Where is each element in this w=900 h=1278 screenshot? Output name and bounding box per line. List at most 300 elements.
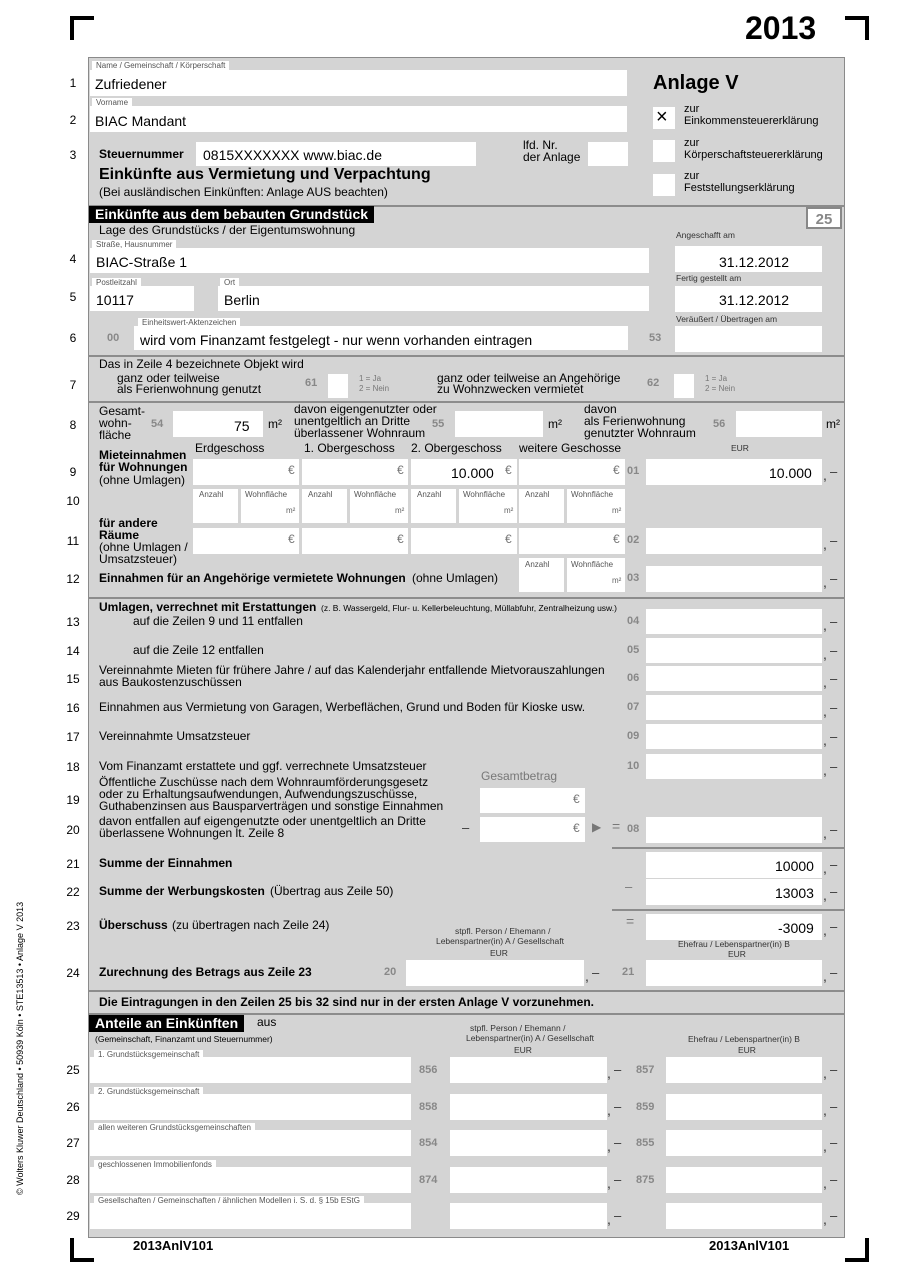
comma: , bbox=[823, 1102, 827, 1118]
comma: , bbox=[823, 968, 827, 984]
comma: , bbox=[823, 1138, 827, 1154]
ja-label-2: 1 = Ja bbox=[705, 374, 728, 383]
dash: – bbox=[830, 729, 838, 744]
line7-ferien-2: als Ferienwohnung genutzt bbox=[117, 382, 262, 396]
line20-text-2: überlassene Wohnungen lt. Zeile 8 bbox=[99, 826, 285, 840]
andere-eg-field[interactable] bbox=[193, 528, 299, 554]
corner-mark-top-right bbox=[845, 16, 869, 40]
gesamtbetrag-field[interactable] bbox=[480, 788, 585, 813]
line-number: 4 bbox=[69, 252, 77, 266]
row-text-2: aus Baukostenzuschüssen bbox=[99, 675, 242, 689]
line-number: 11 bbox=[66, 534, 80, 548]
line-number: 12 bbox=[66, 572, 80, 586]
footer-code-right: 2013AnlV101 bbox=[709, 1238, 790, 1253]
anteile-b-field[interactable] bbox=[666, 1167, 822, 1193]
dash: – bbox=[830, 884, 838, 899]
line-number: 6 bbox=[69, 331, 77, 345]
wohnflaeche-label: Wohnfläche bbox=[571, 490, 614, 499]
wohnflaeche-label: Wohnfläche bbox=[463, 490, 506, 499]
line-number: 17 bbox=[66, 730, 80, 744]
line-number: 27 bbox=[66, 1136, 80, 1150]
checkbox-mark: × bbox=[656, 106, 668, 128]
dash: – bbox=[830, 919, 838, 934]
lage-label: Lage des Grundstücks / der Eigentumswohnung bbox=[99, 223, 356, 237]
line20-code: 08 bbox=[627, 823, 640, 835]
person-b-eur: EUR bbox=[728, 949, 746, 959]
andere-label-3: (ohne Umlagen / bbox=[99, 540, 188, 554]
comma: , bbox=[823, 467, 827, 483]
checkbox-feststellung[interactable] bbox=[653, 174, 675, 196]
dash: – bbox=[830, 965, 838, 980]
dash: – bbox=[830, 643, 838, 658]
anteile-b-field[interactable] bbox=[666, 1057, 822, 1083]
footer-code-left: 2013AnlV101 bbox=[133, 1238, 214, 1253]
anteile-code-b: 857 bbox=[636, 1064, 655, 1076]
row-code: 07 bbox=[627, 701, 640, 713]
gesamt-label-3: fläche bbox=[99, 428, 132, 442]
line-number: 22 bbox=[66, 885, 80, 899]
person-a-header-2: Lebenspartner(in) A / Gesellschaft bbox=[435, 936, 565, 946]
andere-og2-field[interactable] bbox=[411, 528, 517, 554]
row-text: Vom Finanzamt erstattete und ggf. verrechnete Umsatzsteuer bbox=[99, 759, 427, 773]
line7-intro: Das in Zeile 4 bezeichnete Objekt wird bbox=[99, 357, 304, 371]
checkbox-label-2b: Körperschaftsteuererklärung bbox=[684, 149, 823, 161]
line-number: 14 bbox=[66, 644, 80, 658]
eigen-field[interactable] bbox=[455, 411, 543, 437]
m2-unit: m² bbox=[286, 506, 296, 515]
row-text: Vereinnahmte Umsatzsteuer bbox=[99, 729, 251, 743]
col-header-weitere: weitere Geschosse bbox=[519, 441, 622, 455]
comma: , bbox=[823, 617, 827, 633]
euro-sign: € bbox=[505, 532, 512, 546]
einheitswert-value: wird vom Finanzamt festgelegt - nur wenn vorhanden eintragen bbox=[140, 332, 533, 348]
comma: , bbox=[823, 646, 827, 662]
comma: , bbox=[823, 887, 827, 903]
summe-einnahmen-label: Summe der Einnahmen bbox=[99, 856, 233, 870]
anteile-a-field[interactable] bbox=[450, 1203, 607, 1229]
dash: – bbox=[830, 1172, 838, 1187]
row-amount-field[interactable] bbox=[646, 695, 822, 720]
person-a-eur: EUR bbox=[490, 948, 508, 958]
anteile-person-a-2: Lebenspartner(in) A / Gesellschaft bbox=[465, 1033, 595, 1043]
gesamt-unit: m² bbox=[268, 417, 282, 431]
row-code: 10 bbox=[627, 760, 640, 772]
angehoerige-label: Einnahmen für an Angehörige vermietete Wohnungen bbox=[99, 571, 406, 585]
ferien-wf-field[interactable] bbox=[736, 411, 822, 437]
zurechnung-code-a: 20 bbox=[384, 966, 397, 978]
angehoerige-einn-code: 03 bbox=[627, 572, 640, 584]
ferien-wf-label-1: davon bbox=[584, 402, 617, 416]
line-number: 20 bbox=[66, 823, 80, 837]
note-25-32: Die Eintragungen in den Zeilen 25 bis 32 sind nur in der ersten Anlage V vorzunehmen. bbox=[99, 995, 594, 1009]
equals-sign: = bbox=[626, 913, 635, 929]
dash: – bbox=[614, 1135, 622, 1150]
name-label: Name / Gemeinschaft / Körperschaft bbox=[92, 61, 229, 71]
dash: – bbox=[830, 700, 838, 715]
anzahl-label: Anzahl bbox=[525, 560, 550, 569]
anteile-person-b-eur: EUR bbox=[738, 1045, 756, 1055]
miet-og1-field[interactable] bbox=[302, 459, 408, 485]
anteile-a-field[interactable] bbox=[450, 1057, 607, 1083]
comma: , bbox=[823, 1175, 827, 1191]
line-number: 5 bbox=[69, 290, 77, 304]
divider bbox=[88, 990, 845, 992]
line-number: 26 bbox=[66, 1100, 80, 1114]
lfd-nr-label-2: der Anlage bbox=[523, 150, 581, 164]
ort-value: Berlin bbox=[224, 292, 260, 308]
anteile-source-label: geschlossenen Immobilienfonds bbox=[94, 1160, 216, 1170]
line-number: 10 bbox=[66, 494, 80, 508]
eigen-label-2: unentgeltlich an Dritte bbox=[294, 414, 411, 428]
line-number: 16 bbox=[66, 701, 80, 715]
eigen-code: 55 bbox=[432, 418, 445, 430]
checkbox-label-3: zur bbox=[684, 170, 700, 182]
miet-eg-field[interactable] bbox=[193, 459, 299, 485]
form-year: 2013 bbox=[745, 10, 817, 46]
dash: – bbox=[830, 857, 838, 872]
equals-sign: = bbox=[612, 818, 621, 834]
row-code: 04 bbox=[627, 615, 640, 627]
line-number: 19 bbox=[66, 793, 80, 807]
comma: , bbox=[823, 1211, 827, 1227]
anteile-sub: (Gemeinschaft, Finanzamt und Steuernummer) bbox=[95, 1034, 273, 1044]
euro-sign: € bbox=[397, 463, 404, 477]
andere-code: 02 bbox=[627, 534, 640, 546]
corner-mark-bottom-right bbox=[845, 1238, 869, 1262]
andere-og1-field[interactable] bbox=[302, 528, 408, 554]
row-amount-field[interactable] bbox=[646, 666, 822, 691]
nein-label-2: 2 = Nein bbox=[705, 384, 736, 393]
comma: , bbox=[823, 922, 827, 938]
anteile-source-field[interactable] bbox=[90, 1130, 411, 1156]
dash: – bbox=[614, 1062, 622, 1077]
comma: , bbox=[823, 825, 827, 841]
nein-label: 2 = Nein bbox=[359, 384, 390, 393]
angehoerige-total-field[interactable] bbox=[646, 566, 822, 592]
row-amount-field[interactable] bbox=[646, 609, 822, 634]
ort-label: Ort bbox=[220, 278, 239, 288]
fertig-label: Fertig gestellt am bbox=[676, 273, 742, 283]
row-code: 05 bbox=[627, 644, 640, 656]
steuernummer-value: 0815XXXXXXX www.biac.de bbox=[203, 147, 382, 163]
strasse-label: Straße, Hausnummer bbox=[92, 240, 176, 250]
anteile-source-label: Gesellschaften / Gemeinschaften / ähnlichen Modellen i. S. d. § 15b EStG bbox=[94, 1196, 364, 1206]
anteile-source-label: 2. Grundstücksgemeinschaft bbox=[94, 1087, 203, 1097]
anteile-code-a: 874 bbox=[419, 1174, 438, 1186]
comma: , bbox=[823, 536, 827, 552]
line7-angehoerige-1: ganz oder teilweise an Angehörige bbox=[437, 371, 621, 385]
minus-sign: – bbox=[625, 879, 633, 894]
vorname-value: BIAC Mandant bbox=[95, 113, 187, 129]
miet-og2-value: 10.000 bbox=[451, 465, 494, 481]
checkbox-label-2: zur bbox=[684, 137, 700, 149]
row-amount-field[interactable] bbox=[646, 724, 822, 749]
dash: – bbox=[830, 822, 838, 837]
miet-label-2: für Wohnungen bbox=[99, 460, 188, 474]
anteile-a-field[interactable] bbox=[450, 1094, 607, 1120]
euro-sign: € bbox=[288, 532, 295, 546]
corner-mark-top-left bbox=[70, 16, 94, 40]
gesamt-code: 54 bbox=[151, 418, 164, 430]
row-amount-field[interactable] bbox=[646, 754, 822, 779]
euro-sign: € bbox=[397, 532, 404, 546]
eigen-unit: m² bbox=[548, 417, 562, 431]
row-text: auf die Zeile 12 entfallen bbox=[133, 643, 264, 657]
anteile-person-a-eur: EUR bbox=[514, 1045, 532, 1055]
line19-text-2: oder zu Erhaltungsaufwendungen, Aufwendungszuschüsse, bbox=[99, 787, 418, 801]
dash: – bbox=[830, 759, 838, 774]
person-a-header-1: stpfl. Person / Ehemann / bbox=[455, 926, 551, 936]
m2-unit: m² bbox=[395, 506, 405, 515]
ferien-wf-unit: m² bbox=[826, 417, 840, 431]
comma: , bbox=[823, 703, 827, 719]
wohnflaeche-label: Wohnfläche bbox=[571, 560, 614, 569]
m2-unit: m² bbox=[612, 576, 622, 585]
checkbox-label-1: zur bbox=[684, 103, 700, 115]
anteile-code-b: 875 bbox=[636, 1174, 655, 1186]
line-number: 23 bbox=[66, 919, 80, 933]
anteile-a-field[interactable] bbox=[450, 1130, 607, 1156]
checkbox-label-3b: Feststellungserklärung bbox=[684, 182, 795, 194]
comma: , bbox=[585, 968, 589, 984]
anteile-code-a: 858 bbox=[419, 1101, 438, 1113]
anteile-heading-suffix: aus bbox=[257, 1015, 277, 1029]
row-code: 09 bbox=[627, 730, 640, 742]
comma: , bbox=[823, 574, 827, 590]
veraeussert-field[interactable] bbox=[675, 326, 822, 352]
comma: , bbox=[607, 1065, 611, 1081]
summe-werbung-label: Summe der Werbungskosten bbox=[99, 884, 265, 898]
anteile-source-label: 1. Grundstücksgemeinschaft bbox=[94, 1050, 203, 1060]
anteile-code-a: 854 bbox=[419, 1137, 438, 1149]
anteile-b-field[interactable] bbox=[666, 1130, 822, 1156]
euro-sign: € bbox=[505, 463, 512, 477]
zurechnung-label: Zurechnung des Betrags aus Zeile 23 bbox=[99, 965, 312, 979]
dash: – bbox=[830, 1099, 838, 1114]
ueberschuss-value: -3009 bbox=[778, 920, 814, 936]
line-number: 7 bbox=[69, 378, 77, 392]
plz-value: 10117 bbox=[96, 292, 134, 308]
comma: , bbox=[823, 860, 827, 876]
veraeussert-code: 53 bbox=[649, 332, 662, 344]
anteile-b-field[interactable] bbox=[666, 1203, 822, 1229]
anteile-person-b: Ehefrau / Lebenspartner(in) B bbox=[688, 1034, 800, 1044]
arrow-right-icon: ▶ bbox=[592, 820, 602, 834]
sum-divider bbox=[612, 847, 845, 849]
anteile-source-field[interactable] bbox=[90, 1203, 411, 1229]
row-text: Einnahmen aus Vermietung von Garagen, Werbeflächen, Grund und Boden für Kioske usw. bbox=[99, 700, 586, 714]
row-code: 06 bbox=[627, 672, 640, 684]
m2-unit: m² bbox=[612, 506, 622, 515]
anteile-code-a: 856 bbox=[419, 1064, 438, 1076]
anteile-code-b: 859 bbox=[636, 1101, 655, 1113]
line-number: 9 bbox=[69, 465, 77, 479]
euro-sign: € bbox=[288, 463, 295, 477]
dash: – bbox=[614, 1099, 622, 1114]
miet-label-3: (ohne Umlagen) bbox=[99, 473, 186, 487]
gesamt-label-2: wohn- bbox=[99, 416, 132, 430]
dash: – bbox=[830, 671, 838, 686]
form-main-title: Einkünfte aus Vermietung und Verpachtung bbox=[99, 166, 431, 183]
line-number: 24 bbox=[66, 966, 80, 980]
ferien-code: 61 bbox=[305, 377, 318, 389]
line-number: 21 bbox=[66, 857, 80, 871]
zurechnung-code-b: 21 bbox=[622, 966, 635, 978]
ja-label: 1 = Ja bbox=[359, 374, 382, 383]
euro-sign: € bbox=[573, 792, 580, 806]
sum-divider bbox=[612, 909, 845, 911]
umlagen-note: (z. B. Wassergeld, Flur- u. Kellerbeleuchtung, Müllabfuhr, Zentralheizung usw.) bbox=[321, 603, 617, 613]
comma: , bbox=[607, 1175, 611, 1191]
eur-header: EUR bbox=[731, 443, 749, 453]
dash: – bbox=[830, 533, 838, 548]
davon-eigen-field[interactable] bbox=[480, 817, 585, 842]
ferien-wf-label-3: genutzter Wohnraum bbox=[584, 426, 696, 440]
line-number: 1 bbox=[69, 76, 77, 90]
ort-field[interactable] bbox=[218, 286, 649, 311]
line-number: 2 bbox=[69, 113, 77, 127]
eigen-label-3: überlassener Wohnraum bbox=[294, 426, 426, 440]
row-text: Vereinnahmte Mieten für frühere Jahre / auf das Kalenderjahr entfallende Mietvorauszahlungen bbox=[99, 663, 605, 677]
dash: – bbox=[830, 1062, 838, 1077]
plz-label: Postleitzahl bbox=[92, 278, 141, 288]
wohnflaeche-label: Wohnfläche bbox=[354, 490, 397, 499]
miet-label-1: Mieteinnahmen bbox=[99, 448, 187, 462]
dash: – bbox=[830, 1208, 838, 1223]
anzahl-label: Anzahl bbox=[308, 490, 333, 499]
andere-label-4: Umsatzsteuer) bbox=[99, 552, 178, 566]
line-number: 29 bbox=[66, 1209, 80, 1223]
ueberschuss-suffix: (zu übertragen nach Zeile 24) bbox=[172, 918, 330, 932]
einheitswert-label: Einheitswert-Aktenzeichen bbox=[138, 318, 240, 328]
fertig-value: 31.12.2012 bbox=[719, 292, 790, 308]
dash: – bbox=[614, 1208, 622, 1223]
miet-total-value: 10.000 bbox=[769, 465, 812, 481]
line7-ferien-1: ganz oder teilweise bbox=[117, 371, 220, 385]
umlagen-heading: Umlagen, verrechnet mit Erstattungen bbox=[99, 600, 317, 614]
side-copyright: © Wolters Kluwer Deutschland • 50939 Köln • STE13513 • Anlage V 2013 bbox=[15, 901, 25, 1195]
anteile-code-b: 855 bbox=[636, 1137, 655, 1149]
euro-sign: € bbox=[613, 463, 620, 477]
comma: , bbox=[823, 1065, 827, 1081]
andere-weitere-field[interactable] bbox=[519, 528, 625, 554]
line19-text-1: Öffentliche Zuschüsse nach dem Wohnraumförderungsgesetz bbox=[99, 775, 429, 789]
name-field[interactable] bbox=[90, 70, 627, 96]
anteile-person-a-1: stpfl. Person / Ehemann / bbox=[470, 1023, 566, 1033]
summe-einnahmen-value: 10000 bbox=[775, 858, 814, 874]
dash: – bbox=[830, 614, 838, 629]
name-value: Zufriedener bbox=[95, 76, 167, 92]
form-main-subtitle: (Bei ausländischen Einkünften: Anlage AUS beachten) bbox=[99, 185, 388, 199]
row-text: auf die Zeilen 9 und 11 entfallen bbox=[133, 614, 303, 628]
andere-total-field[interactable] bbox=[646, 528, 822, 554]
line-number: 25 bbox=[66, 1063, 80, 1077]
col-header-og1: 1. Obergeschoss bbox=[304, 441, 395, 455]
angehoerige-suffix: (ohne Umlagen) bbox=[412, 571, 499, 585]
zurechnung-b-field[interactable] bbox=[646, 960, 822, 986]
angehoerige-input[interactable] bbox=[674, 374, 694, 398]
vorname-label: Vorname bbox=[92, 98, 132, 108]
anzahl-label: Anzahl bbox=[525, 490, 550, 499]
strasse-value: BIAC-Straße 1 bbox=[96, 254, 188, 270]
comma: , bbox=[823, 732, 827, 748]
miet-code: 01 bbox=[627, 465, 640, 477]
ferien-input[interactable] bbox=[328, 374, 348, 398]
andere-label-2: Räume bbox=[99, 528, 140, 542]
line19-text-3: Guthabenzinsen aus Bausparverträgen und sonstige Einnahmen bbox=[99, 799, 444, 813]
anteile-a-field[interactable] bbox=[450, 1167, 607, 1193]
summe-werbung-suffix: (Übertrag aus Zeile 50) bbox=[270, 884, 394, 898]
lfd-nr-label: lfd. Nr. bbox=[523, 138, 558, 152]
dash: – bbox=[830, 1135, 838, 1150]
ferien-wf-code: 56 bbox=[713, 418, 726, 430]
divider bbox=[88, 597, 845, 599]
zurechnung-a-field[interactable] bbox=[406, 960, 584, 986]
section-heading-property: Einkünfte aus dem bebauten Grundstück bbox=[89, 206, 374, 223]
miet-weitere-field[interactable] bbox=[519, 459, 625, 485]
anteile-source-field[interactable] bbox=[90, 1057, 411, 1083]
dash: – bbox=[592, 965, 600, 980]
einheitswert-code: 00 bbox=[107, 332, 120, 344]
euro-sign: € bbox=[613, 532, 620, 546]
anteile-source-field[interactable] bbox=[90, 1094, 411, 1120]
checkbox-label-1b: Einkommensteuererklärung bbox=[684, 115, 819, 127]
corner-mark-bottom-left bbox=[70, 1238, 94, 1262]
comma: , bbox=[823, 762, 827, 778]
anzahl-label: Anzahl bbox=[199, 490, 224, 499]
gesamt-label-1: Gesamt- bbox=[99, 404, 146, 418]
veraeussert-label: Veräußert / Übertragen am bbox=[676, 314, 778, 324]
line20-text-1: davon entfallen auf eigengenutzte oder unentgeltlich an Dritte bbox=[99, 814, 426, 828]
summe-werbung-value: 13003 bbox=[775, 885, 814, 901]
badge-25: 25 bbox=[806, 207, 842, 229]
checkbox-koerperschaftsteuer[interactable] bbox=[653, 140, 675, 162]
col-header-eg: Erdgeschoss bbox=[195, 441, 265, 455]
gesamt-value: 75 bbox=[234, 418, 250, 434]
m2-unit: m² bbox=[504, 506, 514, 515]
ferien-wf-label-2: als Ferienwohnung bbox=[584, 414, 686, 428]
line-number: 8 bbox=[69, 418, 77, 432]
comma: , bbox=[607, 1211, 611, 1227]
row-amount-field[interactable] bbox=[646, 638, 822, 663]
anteile-source-field[interactable] bbox=[90, 1167, 411, 1193]
ueberschuss-label: Überschuss bbox=[99, 918, 168, 932]
line-number: 13 bbox=[66, 615, 80, 629]
line-number: 3 bbox=[69, 148, 77, 162]
divider bbox=[88, 401, 845, 403]
comma: , bbox=[823, 674, 827, 690]
line-number: 15 bbox=[66, 672, 80, 686]
anzahl-label: Anzahl bbox=[417, 490, 442, 499]
andere-label-1: für andere bbox=[99, 516, 158, 530]
minus-sign: – bbox=[462, 820, 470, 835]
dash: – bbox=[614, 1172, 622, 1187]
dash: – bbox=[830, 571, 838, 586]
line20-total-field[interactable] bbox=[646, 817, 822, 843]
line7-angehoerige-2: zu Wohnzwecken vermietet bbox=[437, 382, 584, 396]
col-header-og2: 2. Obergeschoss bbox=[411, 441, 502, 455]
euro-sign: € bbox=[573, 821, 580, 835]
form-title: Anlage V bbox=[653, 72, 739, 94]
steuernummer-label: Steuernummer bbox=[99, 147, 184, 161]
line-number: 18 bbox=[66, 760, 80, 774]
anteile-source-label: allen weiteren Grundstücksgemeinschaften bbox=[94, 1123, 255, 1133]
eigen-label-1: davon eigengenutzter oder bbox=[294, 402, 437, 416]
angeschafft-value: 31.12.2012 bbox=[719, 254, 790, 270]
angeschafft-label: Angeschafft am bbox=[676, 230, 735, 240]
lfd-nr-field[interactable] bbox=[588, 142, 628, 166]
anteile-b-field[interactable] bbox=[666, 1094, 822, 1120]
